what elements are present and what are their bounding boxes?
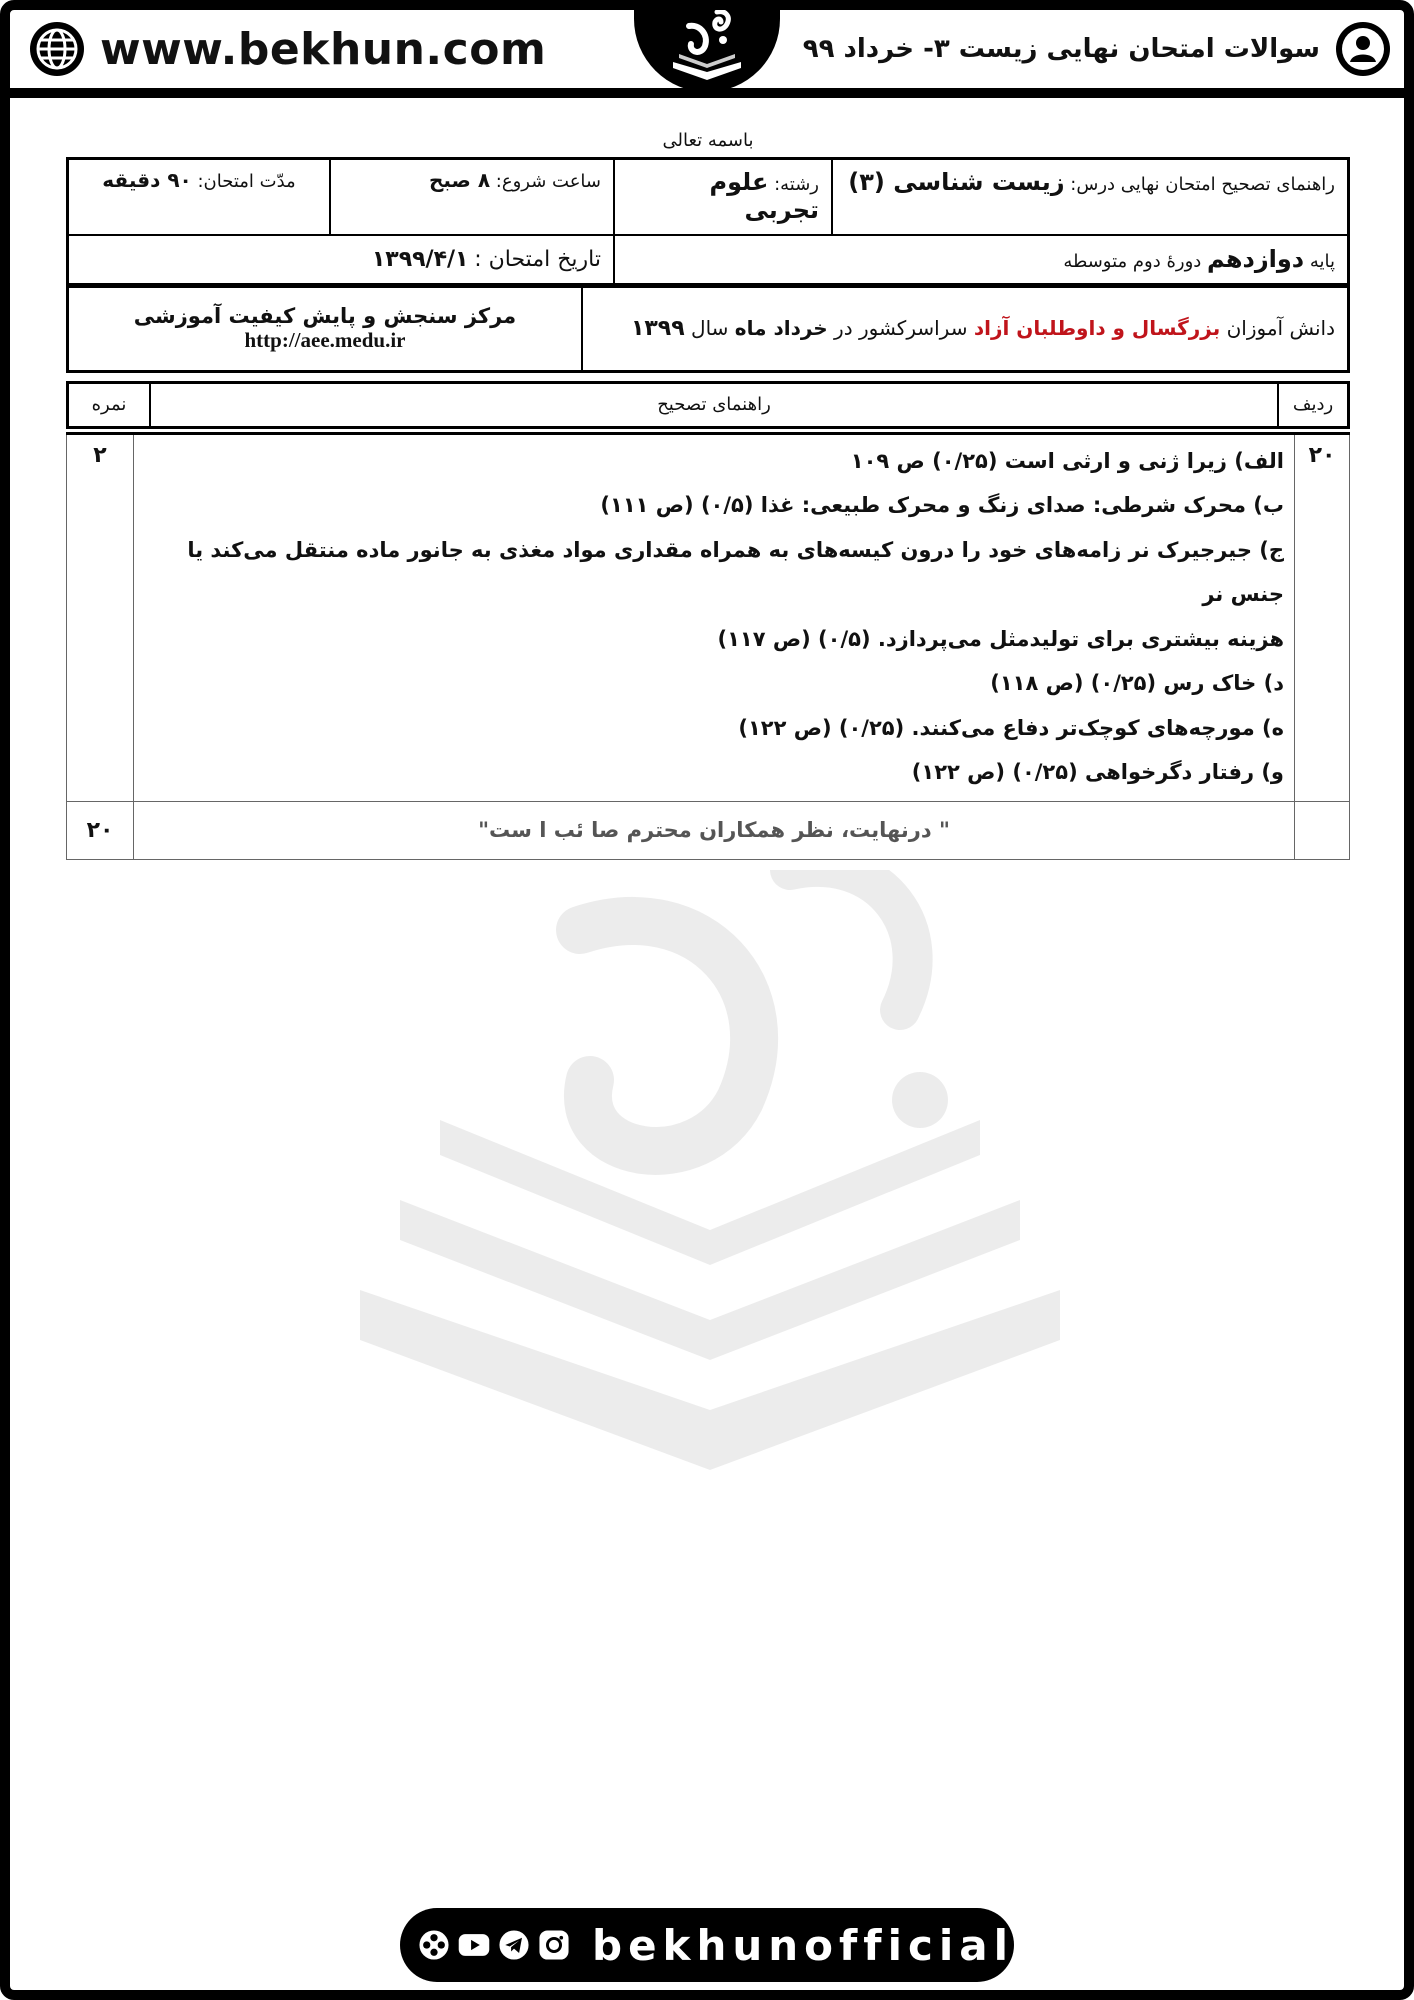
exam-date-cell	[68, 235, 615, 285]
duration-label: مدّت امتحان:	[197, 171, 296, 192]
answer-table	[66, 432, 1350, 860]
start-time-cell	[330, 159, 614, 235]
guide-column-header: راهنمای تصحیح	[150, 382, 1278, 427]
answer-line-b: ب) محرک شرطی: صدای زنگ و محرک طبیعی: غذا (۰/۵) (ص ۱۱۱)	[600, 493, 1284, 517]
center-cell	[68, 287, 583, 371]
students-cell	[582, 287, 1349, 371]
page-title: سوالات امتحان نهایی زیست ۳- خرداد ۹۹	[802, 34, 1320, 64]
closing-row-number	[1295, 801, 1350, 859]
total-score: ۲۰	[67, 801, 134, 859]
answer-key-document	[66, 130, 1350, 860]
field-cell	[614, 159, 832, 235]
social-handle[interactable]: bekhunofficial	[592, 1920, 1015, 1970]
grade-prefix: پایه	[1309, 251, 1335, 273]
answer-lines-cell	[134, 433, 1295, 801]
exam-date-value: ۱۳۹۹/۴/۱	[371, 246, 469, 272]
user-icon	[1334, 20, 1392, 78]
table-row	[67, 433, 1350, 801]
bismillah-heading: باسمه تعالی	[662, 130, 754, 151]
answer-line-a: الف) زیرا ژنی و ارثی است (۰/۲۵) ص ۱۰۹	[850, 448, 1284, 473]
answer-line-d: د) خاک رس (۰/۲۵) (ص ۱۱۸)	[990, 671, 1284, 695]
center-url[interactable]: http://aee.medu.ir	[244, 328, 406, 353]
course-cell	[832, 159, 1349, 235]
answer-line-e: ه) مورچه‌های کوچک‌تر دفاع می‌کنند. (۰/۲۵) (ص ۱۲۲)	[738, 715, 1284, 740]
grade-cell	[614, 235, 1349, 285]
duration-value: ۹۰ دقیقه	[102, 168, 192, 192]
students-prefix: دانش آموزان	[1226, 316, 1335, 341]
duration-cell	[68, 159, 331, 235]
row-column-header: ردیف	[1278, 382, 1349, 427]
start-time-label: ساعت شروع:	[495, 171, 601, 192]
course-label: راهنمای تصحیح امتحان نهایی درس:	[1070, 174, 1335, 195]
page-title-group	[803, 20, 1392, 78]
table-row	[67, 801, 1350, 859]
students-year: ۱۳۹۹	[630, 316, 685, 342]
exam-date-label: تاریخ امتحان :	[474, 246, 601, 272]
book-logo-icon	[659, 6, 755, 86]
watermark-logo	[320, 870, 1100, 1470]
exam-info-table	[66, 157, 1350, 286]
globe-icon	[28, 20, 86, 78]
social-bar	[400, 1908, 1014, 1982]
grade-suffix: دورهٔ دوم متوسطه	[1063, 251, 1202, 273]
start-time-value: ۸ صبح	[428, 168, 491, 192]
students-mid: سراسرکشور در	[834, 316, 968, 341]
closing-text: " درنهایت، نظر همکاران محترم صا ئب ا ست"	[478, 818, 950, 842]
row-score: ۲	[67, 433, 134, 801]
students-highlight: بزرگسال و داوطلبان آزاد	[973, 316, 1221, 341]
answer-line-c-continued: هزینه بیشتری برای تولیدمثل می‌پردازد. (۰/۵) (ص ۱۱۷)	[717, 626, 1284, 651]
site-link[interactable]	[28, 20, 546, 78]
field-value: علوم تجربی	[709, 168, 819, 224]
youtube-icon[interactable]	[458, 1923, 490, 1967]
answer-line-f: و) رفتار دگرخواهی (۰/۲۵) (ص ۱۲۲)	[911, 760, 1284, 784]
students-month: خرداد ماه	[734, 316, 828, 341]
answer-line-c: ج) جیرجیرک نر زامه‌های خود را درون کیسه‌های به همراه مقداری مواد مغذی به جانور ماده منتقل می‌کند یا جنس نر	[187, 537, 1284, 606]
closing-cell	[134, 801, 1295, 859]
score-column-header: نمره	[68, 382, 151, 427]
site-url: www.bekhun.com	[100, 23, 547, 75]
field-label: رشته:	[774, 174, 819, 195]
students-info-table	[66, 286, 1350, 373]
telegram-icon[interactable]	[498, 1923, 530, 1967]
answer-column-headers	[66, 381, 1350, 429]
instagram-icon[interactable]	[538, 1923, 570, 1967]
film-reel-icon[interactable]	[418, 1923, 450, 1967]
center-name: مرکز سنجش و پایش کیفیت آموزشی	[133, 304, 517, 329]
course-name: زیست شناسی (۳)	[848, 168, 1065, 196]
row-number: ۲۰	[1295, 433, 1350, 801]
students-year-label: سال	[691, 316, 729, 341]
grade-value: دوازدهم	[1207, 245, 1305, 274]
